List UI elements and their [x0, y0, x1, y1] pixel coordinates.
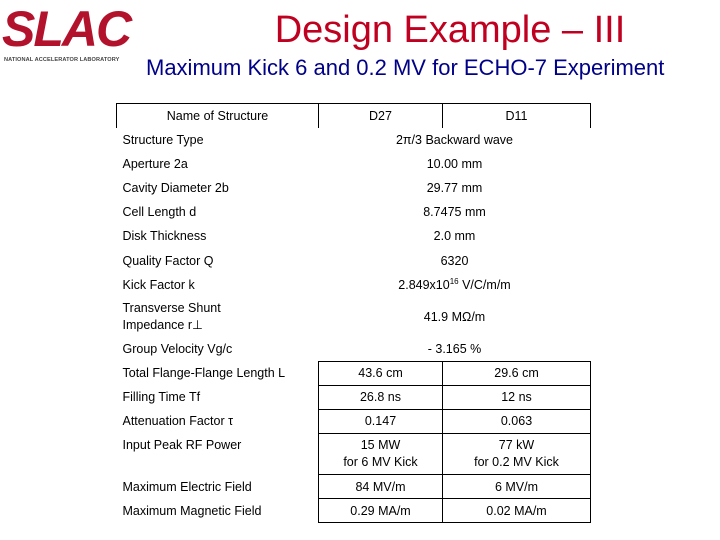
slide-subtitle: Maximum Kick 6 and 0.2 MV for ECHO-7 Experiment: [146, 55, 665, 80]
table-row: [117, 128, 591, 152]
row-col2-line1: 77 kW: [498, 438, 535, 453]
table-row: [117, 434, 591, 475]
row-col1: [319, 434, 443, 475]
row-col1-line2: for 6 MV Kick: [343, 455, 418, 470]
kick-value-exponent: 16: [449, 277, 459, 287]
row-name: Input Peak RF Power: [122, 437, 242, 452]
row-name: Total Flange-Flange Length L: [122, 366, 286, 381]
row-name-line2: Impedance r⊥: [122, 317, 203, 332]
row-name-line1: Transverse Shunt: [122, 300, 221, 315]
table-row: [117, 176, 591, 200]
row-name: Disk Thickness: [122, 229, 207, 244]
table-row: [117, 152, 591, 176]
table-row: [117, 248, 591, 272]
row-value: 2π/3 Backward wave: [395, 132, 513, 147]
table-row: [117, 361, 591, 385]
table-row: [117, 224, 591, 248]
row-name: Cell Length d: [122, 205, 197, 220]
row-col1-line1: 15 MW: [360, 438, 401, 453]
row-name: Cavity Diameter 2b: [122, 180, 229, 195]
row-name: Aperture 2a: [122, 156, 188, 171]
row-col1: 0.29 MA/m: [319, 499, 443, 523]
header-col1: D27: [319, 104, 443, 128]
table-row: [117, 337, 591, 361]
row-col1: 0.147: [319, 409, 443, 433]
row-value: [319, 273, 591, 297]
table-row: [117, 297, 591, 337]
row-col1: 43.6 cm: [319, 361, 443, 385]
row-col1: 26.8 ns: [319, 385, 443, 409]
header-col2: D11: [443, 104, 591, 128]
row-name: Group Velocity Vg/c: [122, 341, 233, 356]
kick-value-main: 2.849x10: [398, 278, 450, 293]
row-value: 41.9 MΩ/m: [423, 309, 486, 324]
table-row: [117, 273, 591, 297]
row-value: 8.7475 mm: [423, 205, 486, 220]
structure-table: [116, 103, 591, 523]
row-name: Attenuation Factor τ: [122, 414, 234, 429]
table-header-row: [117, 104, 591, 128]
row-name: Filling Time Tf: [122, 390, 201, 405]
row-col1: 84 MV/m: [319, 475, 443, 499]
slac-logo: [2, 1, 146, 68]
row-value: 6320: [440, 253, 469, 268]
table-row: [117, 499, 591, 523]
row-value: 10.00 mm: [426, 156, 483, 171]
row-name: [117, 297, 319, 337]
row-col2-line2: for 0.2 MV Kick: [474, 455, 559, 470]
row-name: Kick Factor k: [122, 277, 195, 292]
table-row: [117, 385, 591, 409]
row-name: Structure Type: [122, 132, 204, 147]
row-value: 2.0 mm: [433, 229, 476, 244]
table-row: [117, 409, 591, 433]
table-row: [117, 475, 591, 499]
row-col2: 6 MV/m: [443, 475, 591, 499]
logo-subtitle: NATIONAL ACCELERATOR LABORATORY: [4, 57, 120, 63]
row-name: Maximum Electric Field: [122, 479, 252, 494]
row-col2: 0.063: [443, 409, 591, 433]
row-value: 29.77 mm: [426, 180, 483, 195]
row-col2: 29.6 cm: [443, 361, 591, 385]
row-name: Maximum Magnetic Field: [122, 503, 262, 518]
row-col2: 0.02 MA/m: [443, 499, 591, 523]
kick-value-unit: V/C/m/m: [458, 278, 511, 293]
slide-title: Design Example – III: [274, 9, 626, 51]
table-row: [117, 200, 591, 224]
logo-word: SLAC: [2, 1, 131, 57]
row-col2: 12 ns: [443, 385, 591, 409]
header-name: Name of Structure: [117, 104, 319, 128]
row-name: Quality Factor Q: [122, 253, 214, 268]
row-col2: [443, 434, 591, 475]
row-value: - 3.165 %: [427, 341, 482, 356]
